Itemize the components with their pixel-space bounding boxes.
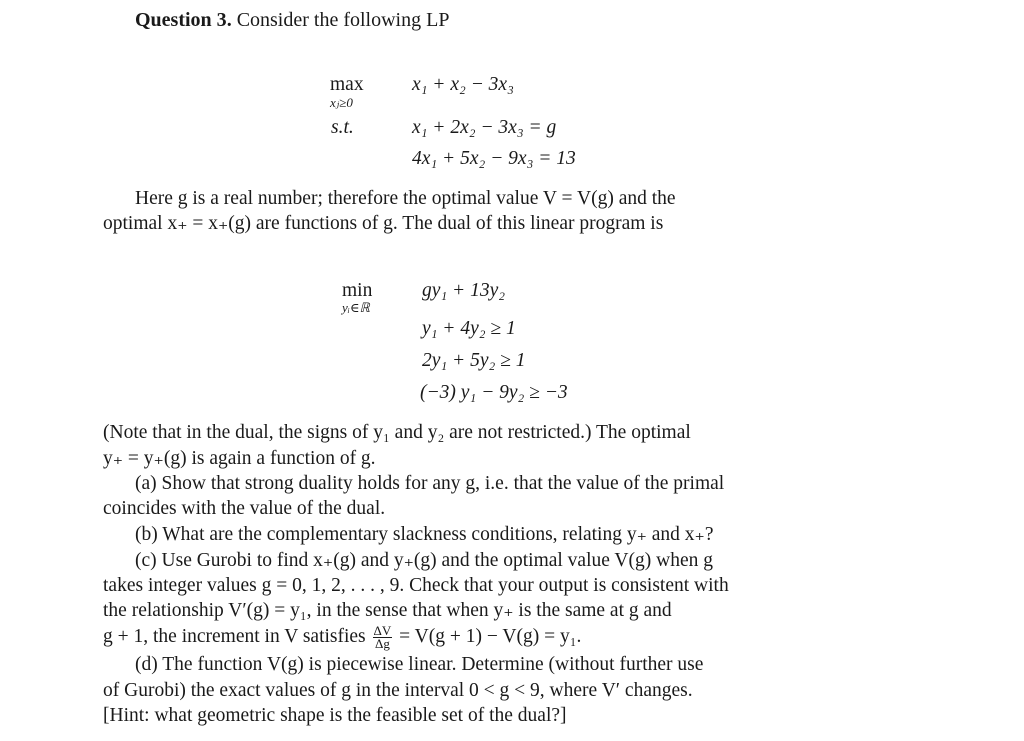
primal-max-sub: xⱼ≥0 bbox=[330, 95, 353, 110]
part-c-line1: (c) Use Gurobi to find x₊(g) and y₊(g) and the optimal value V(g) when g bbox=[135, 550, 713, 571]
part-b-line1: (b) What are the complementary slackness conditions, relating y₊ and x₊? bbox=[135, 524, 714, 545]
question-intro: Consider the following LP bbox=[236, 9, 450, 31]
primal-max-word: max bbox=[330, 74, 364, 95]
primal-constraint-1: x₁ + 2x₂ − 3x₃ = g bbox=[412, 117, 557, 138]
dual-min-word: min bbox=[342, 280, 373, 301]
part-c-line3: the relationship V′(g) = y₁, in the sense that when y₊ is the same at g and bbox=[103, 600, 672, 621]
dual-constraint-3: (−3) y₁ − 9y₂ ≥ −3 bbox=[420, 382, 568, 403]
primal-constraint-2: 4x₁ + 5x₂ − 9x₃ = 13 bbox=[412, 148, 576, 169]
para2-line2: y₊ = y₊(g) is again a function of g. bbox=[103, 448, 376, 469]
para1-line1: Here g is a real number; therefore the optimal value V = V(g) and the bbox=[135, 188, 676, 209]
part-c-line4-b: = V(g + 1) − V(g) = y₁. bbox=[399, 626, 582, 647]
dual-constraint-1: y₁ + 4y₂ ≥ 1 bbox=[422, 318, 516, 339]
part-c-line4-a: g + 1, the increment in V satisfies bbox=[103, 626, 366, 647]
part-c-line4 bbox=[103, 624, 581, 650]
dual-objective: gy₁ + 13y₂ bbox=[422, 280, 506, 301]
para2-line1: (Note that in the dual, the signs of y₁ and y₂ are not restricted.) The optimal bbox=[103, 422, 691, 443]
part-d-line2: of Gurobi) the exact values of g in the interval 0 < g < 9, where V′ changes. bbox=[103, 680, 693, 701]
question-heading: Question 3. Consider the following LP bbox=[135, 9, 450, 31]
fraction-numerator: ΔV bbox=[373, 623, 392, 639]
fraction-denominator: Δg bbox=[374, 636, 390, 652]
dual-constraint-2: 2y₁ + 5y₂ ≥ 1 bbox=[422, 350, 526, 371]
part-d-line1: (d) The function V(g) is piecewise linear. Determine (without further use bbox=[135, 654, 704, 675]
primal-st-word: s.t. bbox=[331, 117, 354, 138]
para1-line2: optimal x₊ = x₊(g) are functions of g. The dual of this linear program is bbox=[103, 213, 664, 234]
primal-objective: x₁ + x₂ − 3x₃ bbox=[412, 74, 514, 95]
part-a-line2: coincides with the value of the dual. bbox=[103, 498, 386, 519]
part-a-line1: (a) Show that strong duality holds for any g, i.e. that the value of the primal bbox=[135, 473, 725, 494]
part-d-line3: [Hint: what geometric shape is the feasible set of the dual?] bbox=[103, 705, 567, 726]
question-label: Question 3 bbox=[135, 9, 227, 31]
part-c-line2: takes integer values g = 0, 1, 2, . . . , 9. Check that your output is consistent with bbox=[103, 575, 729, 596]
dual-min-sub: yᵢ∈ℝ bbox=[342, 300, 370, 315]
delta-fraction bbox=[373, 625, 393, 650]
